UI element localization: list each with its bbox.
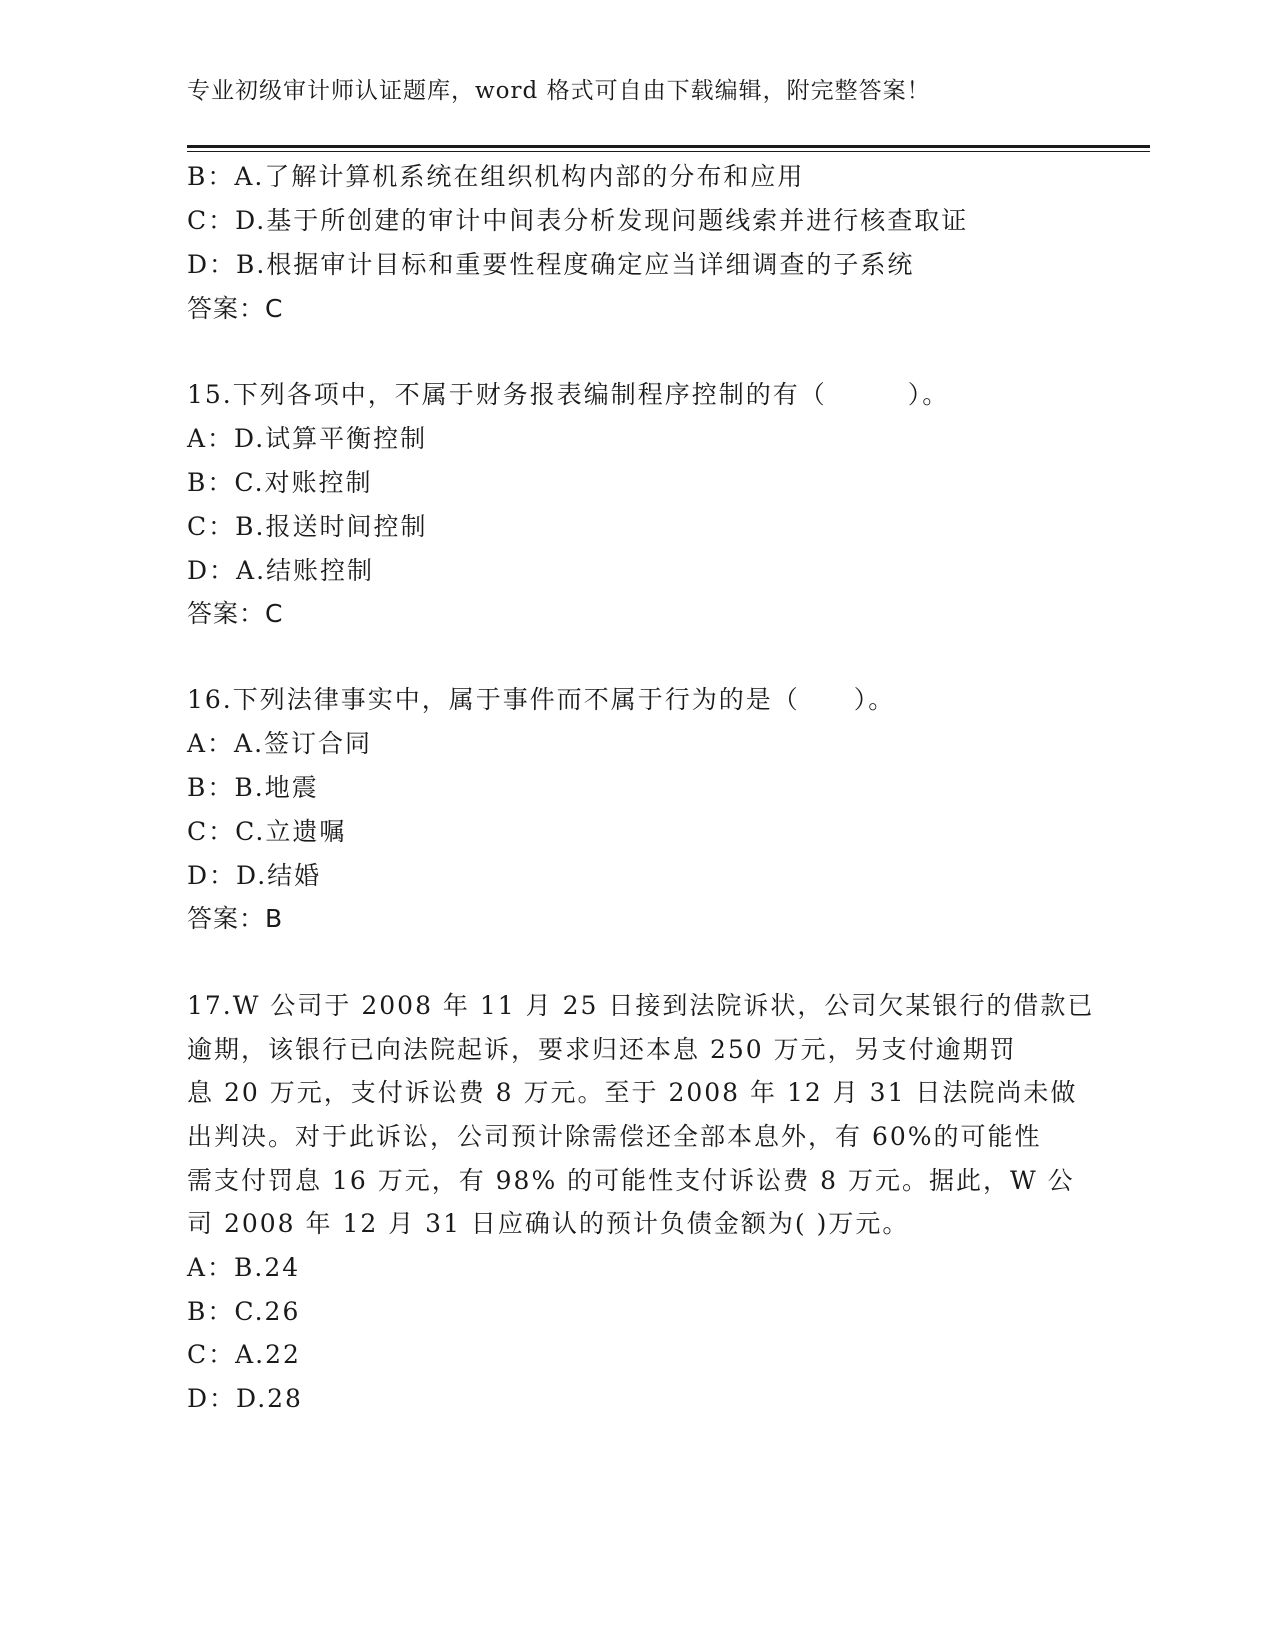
q16-option-d: D：D.结婚	[187, 861, 322, 890]
q17-option-d: D：D.28	[187, 1384, 303, 1413]
q16-option-a: A：A.签订合同	[187, 729, 373, 758]
q17-stem-line: 出判决。对于此诉讼，公司预计除需偿还全部本息外，有 60%的可能性	[187, 1122, 1042, 1151]
q17-stem-line: 司 2008 年 12 月 31 日应确认的预计负债金额为( )万元。	[187, 1209, 910, 1238]
q16-stem: 16.下列法律事实中，属于事件而不属于行为的是（ ）。	[187, 685, 896, 714]
header-rule-thin	[187, 151, 1150, 152]
q16-option-b: B：B.地震	[187, 773, 319, 802]
q17-option-b: B：C.26	[187, 1297, 301, 1326]
header-rule-thick	[187, 145, 1150, 148]
q15-option-c: C：B.报送时间控制	[187, 512, 428, 541]
q17-option-a: A：B.24	[187, 1253, 301, 1282]
q15-option-d: D：A.结账控制	[187, 556, 375, 585]
q14-answer: 答案：C	[187, 294, 284, 323]
q14-option-b: B：A.了解计算机系统在组织机构内部的分布和应用	[187, 162, 805, 191]
q14-option-c: C：D.基于所创建的审计中间表分析发现问题线索并进行核查取证	[187, 206, 969, 235]
q14-option-d: D：B.根据审计目标和重要性程度确定应当详细调查的子系统	[187, 250, 915, 279]
q15-stem: 15.下列各项中，不属于财务报表编制程序控制的有（ ）。	[187, 380, 950, 409]
q17-stem-line: 需支付罚息 16 万元，有 98% 的可能性支付诉讼费 8 万元。据此，W 公	[187, 1166, 1075, 1195]
q17-stem-line: 17.W 公司于 2008 年 11 月 25 日接到法院诉状，公司欠某银行的借款已	[187, 991, 1095, 1020]
q15-option-b: B：C.对账控制	[187, 468, 373, 497]
q15-option-a: A：D.试算平衡控制	[187, 424, 428, 453]
q17-stem-line: 逾期，该银行已向法院起诉，要求归还本息 250 万元，另支付逾期罚	[187, 1035, 1017, 1064]
page-header: 专业初级审计师认证题库，word 格式可自由下载编辑，附完整答案！	[187, 78, 931, 104]
q17-stem-line: 息 20 万元，支付诉讼费 8 万元。至于 2008 年 12 月 31 日法院尚未做	[187, 1078, 1078, 1107]
q16-answer: 答案：B	[187, 904, 284, 933]
q15-answer: 答案：C	[187, 599, 284, 628]
q16-option-c: C：C.立遗嘱	[187, 817, 347, 846]
q17-option-c: C：A.22	[187, 1340, 301, 1369]
